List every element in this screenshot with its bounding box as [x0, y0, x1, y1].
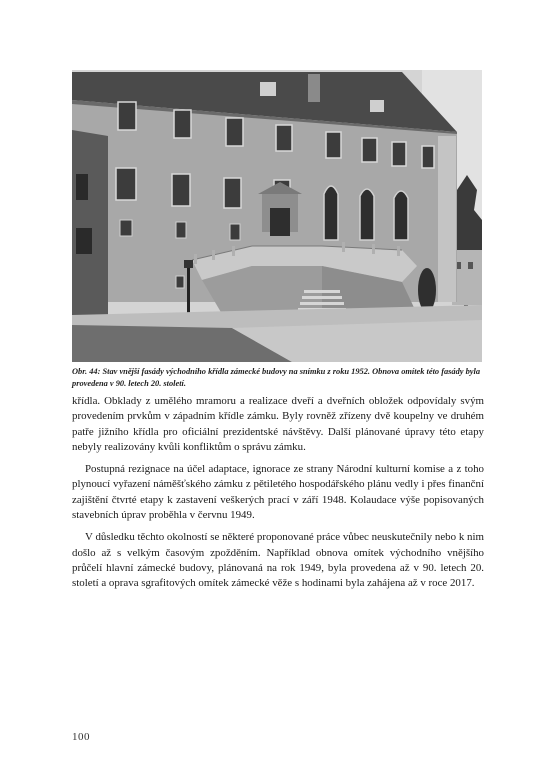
figure-caption: Obr. 44: Stav vnější fasády východního křídla zámecké budovy na snímku z roku 1952. Obnova omítek této fasády byla provedena v 90. letech 20. století.: [72, 367, 481, 388]
paragraph: Postupná rezignace na účel adaptace, ignorace ze strany Národní kulturní komise a z toho plynoucí vyřazení náměšťského zámku z pětiletého hospodářského plánu vedly i přes finanční zajištění čtvrté etapy k zastavení veškerých prací v září 1948. Kolaudace výše popisovaných stavebních úprav proběhla v červnu 1949.: [72, 463, 484, 522]
page-number: 100: [72, 731, 90, 743]
castle-facade-photo: [72, 70, 482, 362]
paragraph: V důsledku těchto okolností se některé proponované práce vůbec neuskutečnily nebo k nim došlo až s velkým časovým zpožděním. Například obnova omítek východního vnějšího průčelí hlavní zámecké budovy, plánovaná na rok 1949, byla provedena až v 90. letech 20. století a oprava sgrafitových omítek zámecké věže s hodinami byla zahájena až v roce 2017.: [72, 531, 484, 590]
figure-photo: [72, 70, 482, 362]
paragraph: křídla. Obklady z umělého mramoru a realizace dveří a dveřních obložek odpovídaly svým provedením prvkům v západním křídle zámku. Byly rovněž zřízeny dvě koupelny ve druhém patře jižního křídla pro oficiální prezidentské návštěvy. Další plánované úpravy této etapy nebyly realizovány kvůli konfliktům o správu zámku.: [72, 395, 484, 453]
body-text: [72, 394, 484, 592]
